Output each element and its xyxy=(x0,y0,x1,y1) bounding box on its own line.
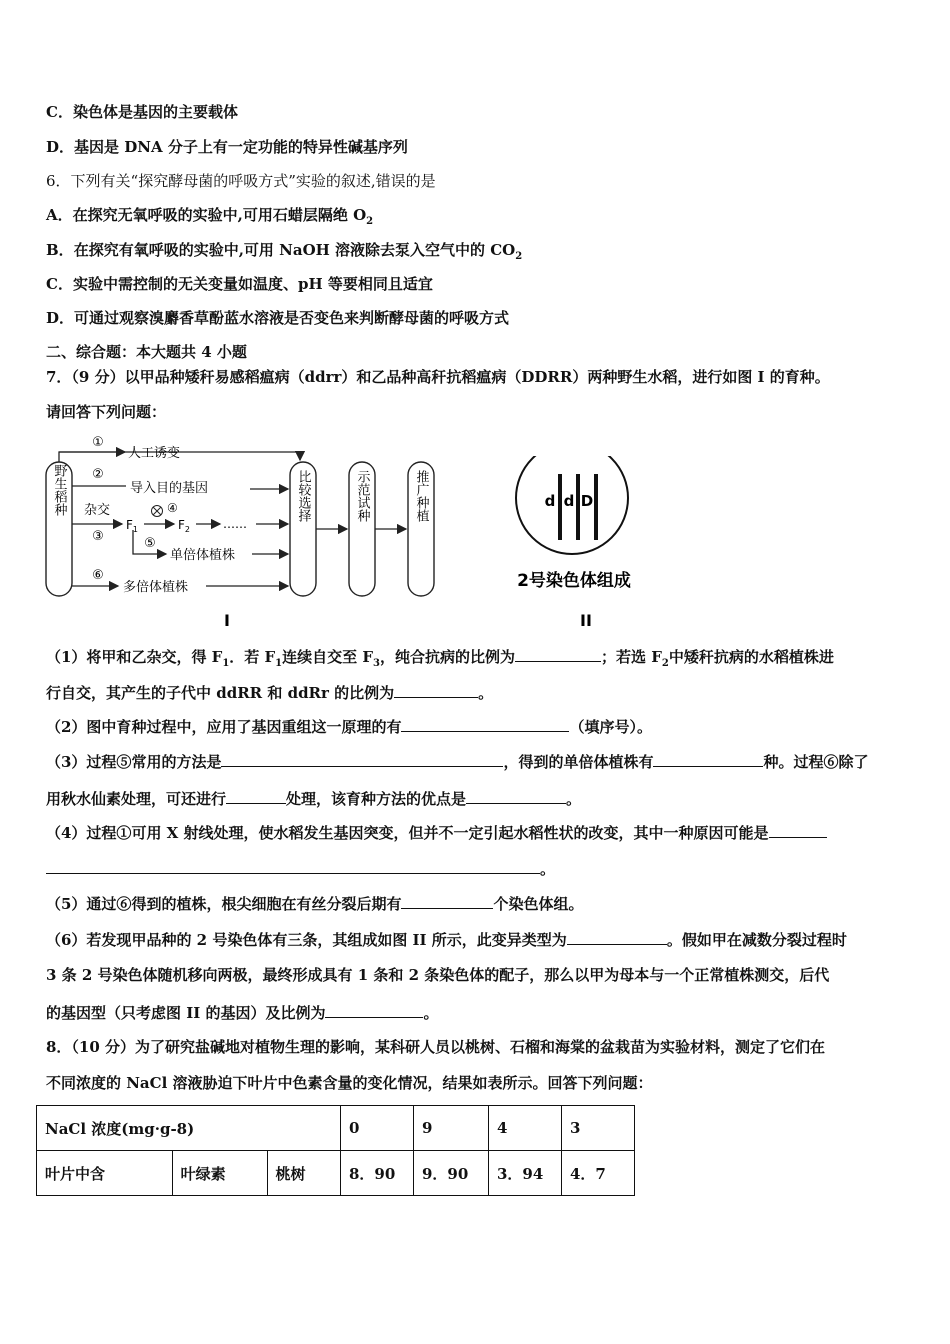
answer-blank[interactable] xyxy=(46,858,540,874)
q6-option-b xyxy=(46,240,522,267)
subscript: 2 xyxy=(366,216,374,227)
option-text: 实验中需控制的无关变量如温度、pH 等要相同且适宜 xyxy=(72,275,433,293)
wild-rice-label: 野生稻种 xyxy=(51,464,67,516)
table-cell: 8．90 xyxy=(341,1151,414,1196)
step-2-number: ② xyxy=(92,467,104,482)
figure-2-label: II xyxy=(580,611,592,630)
step-3-number: ③ xyxy=(92,529,104,544)
q7-part5: （5）通过⑥得到的植株，根尖细胞在有丝分裂后期有 个染色体组。 xyxy=(46,895,584,913)
answer-blank[interactable] xyxy=(515,646,601,662)
q6-option-a xyxy=(46,205,373,232)
table-cell: 4 xyxy=(489,1106,562,1151)
ellipsis: …… xyxy=(223,517,247,531)
f2-label: $F_2$ xyxy=(178,518,190,534)
answer-blank[interactable] xyxy=(401,716,569,732)
table-row xyxy=(37,1106,635,1151)
option-text: 可通过观察溴麝香草酚蓝水溶液是否变色来判断酵母菌的呼吸方式 xyxy=(74,309,510,327)
figure-1-label: I xyxy=(224,611,230,628)
table-cell: 叶绿素 xyxy=(172,1151,267,1196)
q7-part4-line1: （4）过程①可用 X 射线处理，使水稻发生基因突变，但并不一定引起水稻性状的改变，其中一种原因可能是 xyxy=(46,822,827,843)
q7-part4-line2: 。 xyxy=(46,858,555,879)
answer-blank[interactable] xyxy=(769,822,827,838)
demo-label: 示范试种 xyxy=(354,470,370,522)
option-letter: A． xyxy=(46,206,73,224)
option-letter: C． xyxy=(46,275,73,293)
step-1-number: ① xyxy=(92,435,104,450)
cross-label: 杂交 xyxy=(84,503,111,518)
option-letter: D． xyxy=(46,309,75,327)
option-letter: C． xyxy=(46,103,73,121)
step-1-label: 人工诱变 xyxy=(128,446,181,461)
table-header-label: NaCl 浓度(mg·g-8) xyxy=(37,1106,341,1151)
option-text: 在探究无氧呼吸的实验中,可用石蜡层隔绝 O xyxy=(72,206,367,224)
step-2-label: 导入目的基因 xyxy=(130,481,209,496)
table-cell: 3．94 xyxy=(489,1151,562,1196)
q7-stem-line2: 请回答下列问题： xyxy=(46,403,167,421)
q7-part2: （2）图中育种过程中，应用了基因重组这一原理的有 （填序号）。 xyxy=(46,718,652,736)
option-c xyxy=(46,102,238,122)
breeding-diagram xyxy=(40,428,440,628)
q6-stem: 6．下列有关“探究酵母菌的呼吸方式”实验的叙述,错误的是 xyxy=(46,172,436,190)
subscript: 2 xyxy=(515,251,523,262)
gene-D: D xyxy=(580,492,594,510)
table-cell: 桃树 xyxy=(267,1151,340,1196)
step-4-number: ④ xyxy=(167,501,178,515)
q7-stem-line1: 7．（9 分）以甲品种矮秆易感稻瘟病（ddrr）和乙品种高秆抗稻瘟病（DDRR）两种野生水稻，进行如图 I 的育种。 xyxy=(46,368,830,386)
answer-blank[interactable] xyxy=(226,788,286,804)
table-cell: 3 xyxy=(562,1106,635,1151)
option-d xyxy=(46,137,408,157)
option-text: 在探究有氧呼吸的实验中,可用 NaOH 溶液除去泵入空气中的 CO xyxy=(73,241,516,259)
step-5-label: 单倍体植株 xyxy=(170,548,236,563)
q6-option-c xyxy=(46,274,433,294)
q7-part1-line2: 行自交，其产生的子代中 ddRR 和 ddRr 的比例为 。 xyxy=(46,684,494,702)
table-row xyxy=(37,1151,635,1196)
table-cell: 4．7 xyxy=(562,1151,635,1196)
answer-blank[interactable] xyxy=(325,1002,423,1018)
step-6-label: 多倍体植株 xyxy=(123,580,189,595)
step-6-number: ⑥ xyxy=(92,568,104,583)
option-text: 染色体是基因的主要载体 xyxy=(72,103,238,121)
compare-label: 比较选择 xyxy=(295,470,311,522)
answer-blank[interactable] xyxy=(653,751,763,767)
q7-part6-line2: 3 条 2 号染色体随机移向两极，最终形成具有 1 条和 2 条染色体的配子，那么以甲为母本与一个正常植株测交，后代 xyxy=(46,966,830,984)
q7-part3-line1: （3）过程⑤常用的方法是 ，得到的单倍体植株有 种。过程⑥除了 xyxy=(46,753,869,771)
chromosome-caption: 2号染色体组成 xyxy=(517,571,631,591)
table-cell: 叶片中含 xyxy=(37,1151,173,1196)
q8-stem-line2: 不同浓度的 NaCl 溶液胁迫下叶片中色素含量的变化情况，结果如表所示。回答下列问题： xyxy=(46,1074,653,1092)
step-5-number: ⑤ xyxy=(144,536,156,551)
option-letter: B． xyxy=(46,241,74,259)
table-cell: 0 xyxy=(341,1106,414,1151)
gene-d2: d xyxy=(563,492,575,510)
f1-label: $F_1$ xyxy=(126,518,138,534)
section-heading: 二、综合题：本大题共 4 小题 xyxy=(46,343,247,361)
promote-label: 推广种植 xyxy=(413,470,429,522)
answer-blank[interactable] xyxy=(567,929,667,945)
q8-stem-line1: 8．（10 分）为了研究盐碱地对植物生理的影响，某科研人员以桃树、石榴和海棠的盆栽苗为实验材料，测定了它们在 xyxy=(46,1038,826,1056)
answer-blank[interactable] xyxy=(221,751,503,767)
q7-part3-line2: 用秋水仙素处理，可还进行 处理，该育种方法的优点是 。 xyxy=(46,790,582,808)
pigment-table xyxy=(36,1105,635,1196)
option-letter: D． xyxy=(46,138,75,156)
q7-part1-line1: （1）将甲和乙杂交，得 $F_1$．若 $F_1$连续自交至 $F_3$，纯合抗病的比例为 ；若选 $F_2$中矮秆抗病的水稻植株进 xyxy=(46,648,834,669)
table-cell: 9．90 xyxy=(414,1151,489,1196)
gene-d1: d xyxy=(544,492,556,510)
answer-blank[interactable] xyxy=(401,893,493,909)
q6-option-d xyxy=(46,308,509,328)
option-text: 基因是 DNA 分子上有一定功能的特异性碱基序列 xyxy=(74,138,408,156)
q7-part6-line3: 的基因型（只考虑图 II 的基因）及比例为 。 xyxy=(46,1004,439,1022)
table-cell: 9 xyxy=(414,1106,489,1151)
answer-blank[interactable] xyxy=(394,682,478,698)
chromosome-diagram xyxy=(510,456,660,636)
q7-part6-line1: （6）若发现甲品种的 2 号染色体有三条，其组成如图 II 所示，此变异类型为 。假如甲在减数分裂过程时 xyxy=(46,931,847,949)
answer-blank[interactable] xyxy=(466,788,566,804)
